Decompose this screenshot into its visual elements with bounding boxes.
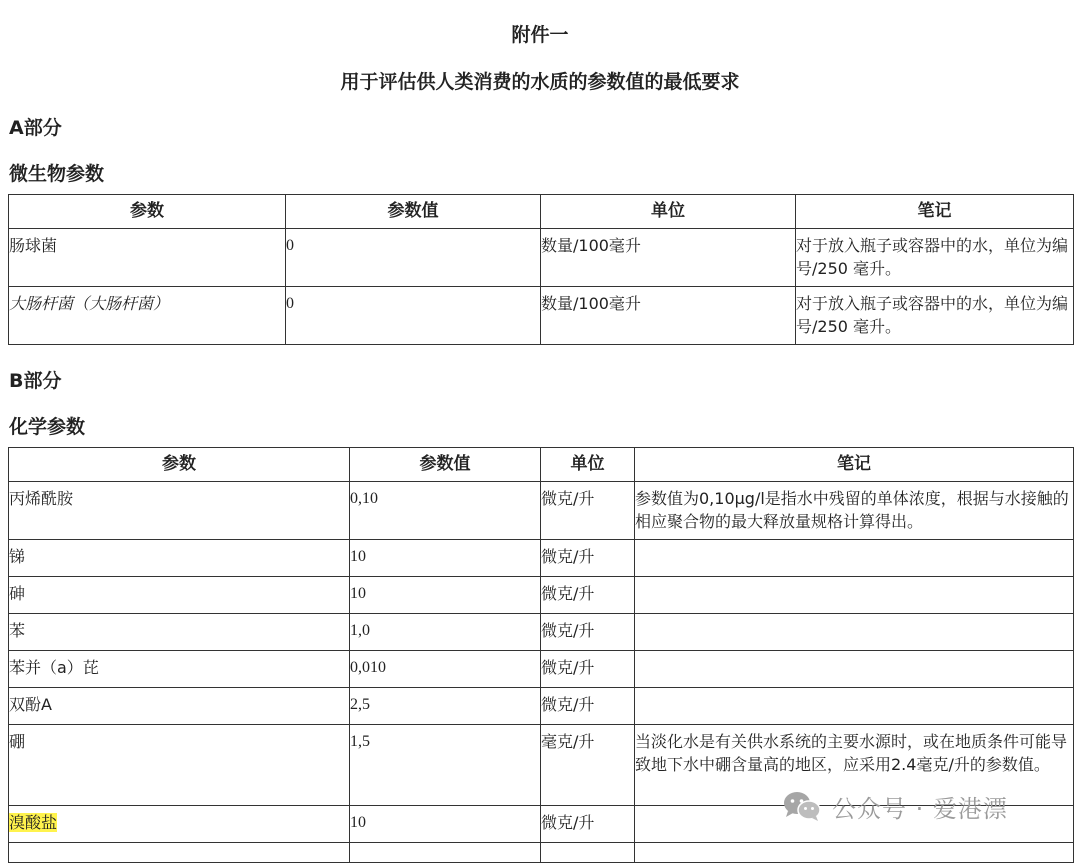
unit-cell: 微克/升 (541, 577, 635, 614)
column-header: 笔记 (796, 195, 1074, 229)
column-header: 笔记 (635, 448, 1074, 482)
part-a-label: A部分 (9, 117, 62, 139)
value-cell: 0 (286, 229, 541, 287)
param-cell: 锑 (9, 540, 350, 577)
table-row (9, 577, 1074, 614)
value-cell: 1,5 (350, 725, 541, 806)
unit-cell: 微克/升 (541, 540, 635, 577)
column-header: 单位 (541, 195, 796, 229)
unit-cell: 微克/升 (541, 651, 635, 688)
param-cell: 苯并（a）芘 (9, 651, 350, 688)
document-title: 用于评估供人类消费的水质的参数值的最低要求 (340, 71, 740, 93)
highlighted-param-text: 溴酸盐 (9, 813, 58, 832)
table-row (9, 614, 1074, 651)
note-cell: 对于放入瓶子或容器中的水，单位为编号/250 毫升。 (796, 287, 1074, 345)
table-header-row (9, 448, 1074, 482)
unit-cell: 数量/100毫升 (541, 229, 796, 287)
param-cell: 硼 (9, 725, 350, 806)
note-cell: 对于放入瓶子或容器中的水，单位为编号/250 毫升。 (796, 229, 1074, 287)
param-cell: 苯 (9, 614, 350, 651)
param-cell (9, 806, 350, 843)
table-row (9, 540, 1074, 577)
unit-cell: 数量/100毫升 (541, 287, 796, 345)
unit-cell: 微克/升 (541, 806, 635, 843)
table-row (9, 229, 1074, 287)
column-header: 参数值 (350, 448, 541, 482)
column-header: 参数 (9, 448, 350, 482)
microbial-parameters-table (8, 194, 1074, 345)
unit-cell: 毫克/升 (541, 725, 635, 806)
note-cell (635, 651, 1074, 688)
note-cell (635, 540, 1074, 577)
param-cell: 双酚A (9, 688, 350, 725)
param-cell: 大肠杆菌（大肠杆菌） (9, 287, 286, 345)
table-row (9, 651, 1074, 688)
note-cell: 参数值为0,10µg/l是指水中残留的单体浓度，根据与水接触的相应聚合物的最大释放量规格计算得出。 (635, 482, 1074, 540)
value-cell: 0,10 (350, 482, 541, 540)
param-cell: 砷 (9, 577, 350, 614)
param-cell: 丙烯酰胺 (9, 482, 350, 540)
note-cell: 当淡化水是有关供水系统的主要水源时，或在地质条件可能导致地下水中硼含量高的地区，应采用2.4毫克/升的参数值。 (635, 725, 1074, 806)
part-b-subtitle: 化学参数 (9, 416, 86, 438)
unit-cell: 微克/升 (541, 482, 635, 540)
table-header-row (9, 195, 1074, 229)
param-cell: 肠球菌 (9, 229, 286, 287)
note-cell (635, 688, 1074, 725)
table-row (9, 287, 1074, 345)
part-b-label: B部分 (9, 370, 62, 392)
table-row (9, 482, 1074, 540)
unit-cell: 微克/升 (541, 688, 635, 725)
value-cell: 0,010 (350, 651, 541, 688)
watermark-text: 公众号 · 爱港漂 (832, 794, 1008, 823)
table-row (9, 688, 1074, 725)
unit-cell: 微克/升 (541, 614, 635, 651)
value-cell: 10 (350, 577, 541, 614)
value-cell: 2,5 (350, 688, 541, 725)
watermark (782, 786, 1008, 826)
column-header: 参数值 (286, 195, 541, 229)
note-cell (635, 577, 1074, 614)
column-header: 参数 (9, 195, 286, 229)
part-a-subtitle: 微生物参数 (9, 163, 105, 185)
wechat-icon (782, 790, 822, 822)
value-cell: 10 (350, 540, 541, 577)
value-cell: 10 (350, 806, 541, 843)
annex-title: 附件一 (511, 24, 569, 46)
note-cell (635, 614, 1074, 651)
value-cell: 1,0 (350, 614, 541, 651)
table-row-partial (9, 843, 1074, 863)
column-header: 单位 (541, 448, 635, 482)
value-cell: 0 (286, 287, 541, 345)
